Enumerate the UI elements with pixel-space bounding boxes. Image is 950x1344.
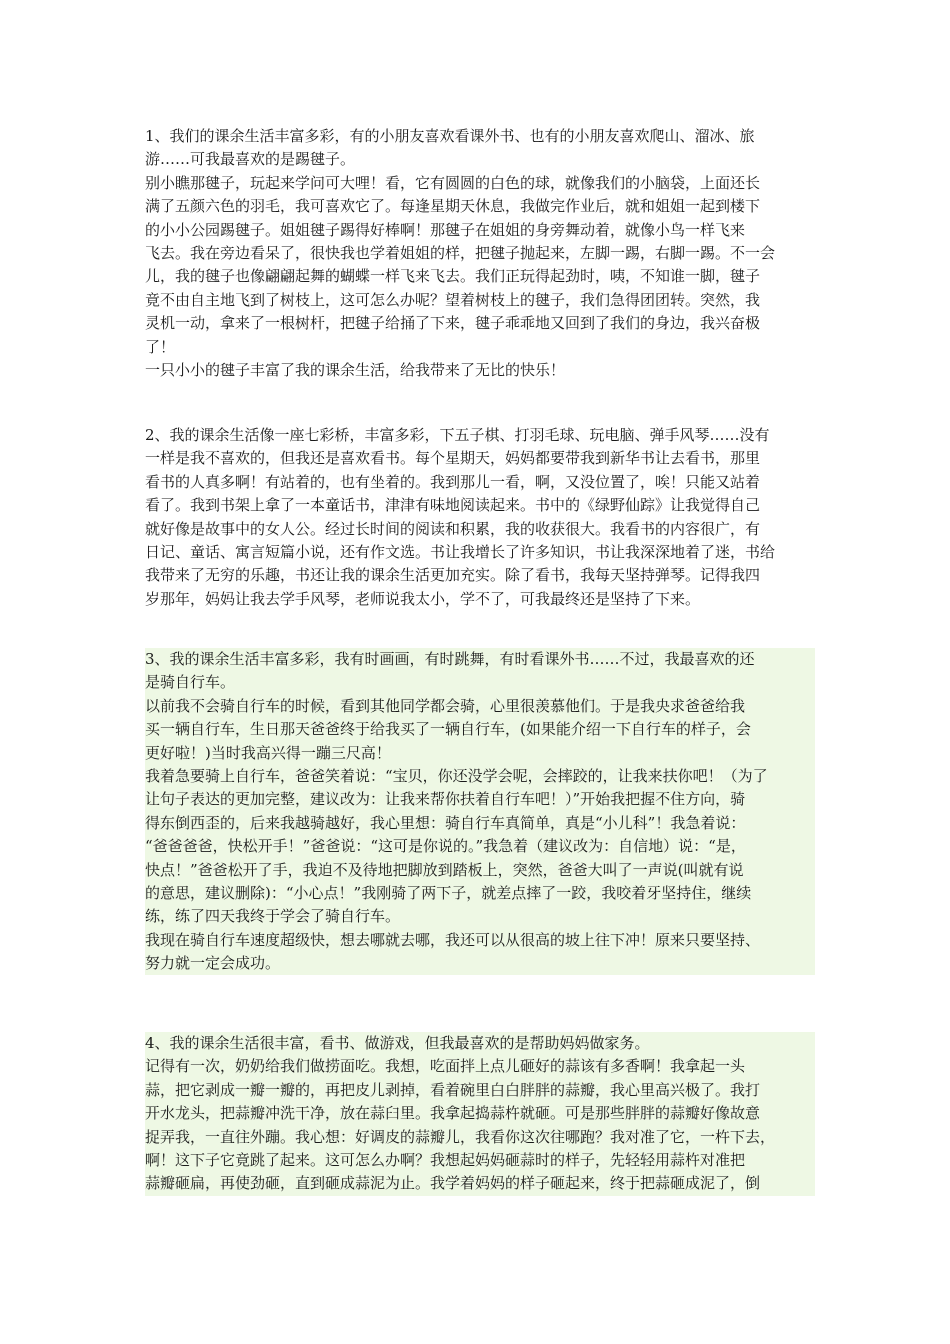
text-line: 3、我的课余生活丰富多彩，我有时画画，有时跳舞，有时看课外书……不过，我最喜欢的还 [145, 648, 815, 671]
text-line: 竟不由自主地飞到了树枝上，这可怎么办呢？望着树枝上的毽子，我们急得团团转。突然，我 [145, 290, 761, 309]
text-line: 4、我的课余生活很丰富，看书、做游戏，但我最喜欢的是帮助妈妈做家务。 [145, 1032, 815, 1055]
text-line: 一样是我不喜欢的，但我还是喜欢看书。每个星期天，妈妈都要带我到新华书让去看书，那里 [145, 449, 761, 468]
essay-section-4 [145, 1032, 815, 1196]
essay-section-2 [145, 424, 815, 611]
text-line: 以前我不会骑自行车的时候，看到其他同学都会骑，心里很羡慕他们。于是我央求爸爸给我 [145, 695, 815, 718]
text-line: 蒜，把它剥成一瓣一瓣的，再把皮儿剥掉，看着碗里白白胖胖的蒜瓣，我心里高兴极了。我打 [145, 1079, 815, 1102]
text-line: 日记、童话、寓言短篇小说，还有作文选。书让我增长了许多知识，书让我深深地着了迷，书给 [145, 542, 776, 561]
text-line: 练，练了四天我终于学会了骑自行车。 [145, 905, 815, 928]
text-line: 是骑自行车。 [145, 671, 815, 694]
text-line: 别小瞧那毽子，玩起来学问可大哩！看，它有圆圆的白色的球，就像我们的小脑袋，上面还长 [145, 173, 761, 192]
text-line: 蒜瓣砸扁，再使劲砸，直到砸成蒜泥为止。我学着妈妈的样子砸起来，终于把蒜砸成泥了，倒 [145, 1172, 815, 1195]
text-line: 飞去。我在旁边看呆了，很快我也学着姐姐的样，把毽子抛起来，左脚一踢，右脚一踢。不一会 [145, 243, 776, 262]
text-line: 我着急要骑上自行车，爸爸笑着说：“宝贝，你还没学会呢，会摔跤的，让我来扶你吧！（为了 [145, 765, 815, 788]
text-line: 游……可我最喜欢的是踢毽子。 [145, 150, 356, 169]
text-line: 得东倒西歪的，后来我越骑越好，我心里想：骑自行车真简单，真是“小儿科”！我急着说： [145, 812, 815, 835]
text-line: 1、我们的课余生活丰富多彩，有的小朋友喜欢看课外书、也有的小朋友喜欢爬山、溜冰、旅 [145, 127, 755, 145]
text-line: 记得有一次，奶奶给我们做捞面吃。我想，吃面拌上点儿砸好的蒜该有多香啊！我拿起一头 [145, 1055, 815, 1078]
text-line: 我带来了无穷的乐趣，书还让我的课余生活更加充实。除了看书，我每天坚持弹琴。记得我四 [145, 566, 761, 585]
text-line: 的意思，建议删除)：“小心点！”我刚骑了两下子，就差点摔了一跤，我咬着牙坚持住，继续 [145, 882, 815, 905]
essay-section-1 [145, 125, 815, 382]
text-line: 更好啦！)当时我高兴得一蹦三尺高！ [145, 742, 815, 765]
text-line: 岁那年，妈妈让我去学手风琴，老师说我太小，学不了，可我最终还是坚持了下来。 [145, 589, 701, 608]
text-line: 开水龙头，把蒜瓣冲洗干净，放在蒜臼里。我拿起捣蒜杵就砸。可是那些胖胖的蒜瓣好像故意 [145, 1102, 815, 1125]
text-line: 我现在骑自行车速度超级快，想去哪就去哪，我还可以从很高的坡上往下冲！原来只要坚持、 [145, 929, 815, 952]
text-line: 一只小小的毽子丰富了我的课余生活，给我带来了无比的快乐！ [145, 360, 566, 379]
text-line: 的小小公园踢毽子。姐姐毽子踢得好棒啊！那毽子在姐姐的身旁舞动着，就像小鸟一样飞来 [145, 220, 746, 239]
text-line: 让句子表达的更加完整，建议改为：让我来帮你扶着自行车吧！）”开始我把握不住方向，骑 [145, 788, 815, 811]
text-line: 买一辆自行车，生日那天爸爸终于给我买了一辆自行车，(如果能介绍一下自行车的样子，会 [145, 718, 815, 741]
essay-section-3 [145, 648, 815, 975]
text-line: 满了五颜六色的羽毛，我可喜欢它了。每逢星期天休息，我做完作业后，就和姐姐一起到楼下 [145, 197, 761, 216]
text-line: 儿，我的毽子也像翩翩起舞的蝴蝶一样飞来飞去。我们正玩得起劲时，咦，不知谁一脚，毽子 [145, 267, 761, 286]
text-line: 快点！”爸爸松开了手，我迫不及待地把脚放到踏板上，突然，爸爸大叫了一声说(叫就有说 [145, 859, 815, 882]
text-line: 看了。我到书架上拿了一本童话书，津津有味地阅读起来。书中的《绿野仙踪》让我觉得自己 [145, 496, 761, 515]
text-line: 就好像是故事中的女人公。经过长时间的阅读和积累，我的收获很大。我看书的内容很广，有 [145, 519, 761, 538]
text-line: 努力就一定会成功。 [145, 952, 815, 975]
text-line: “爸爸爸爸，快松开手！”爸爸说：“这可是你说的。”我急着（建议改为：自信地）说：“是， [145, 835, 815, 858]
text-line: 看书的人真多啊！有站着的，也有坐着的。我到那儿一看，啊，又没位置了，唉！只能又站着 [145, 472, 761, 491]
text-line: 啊！这下子它竟跳了起来。这可怎么办啊？我想起妈妈砸蒜时的样子，先轻轻用蒜杵对准把 [145, 1149, 815, 1172]
text-line: 2、我的课余生活像一座七彩桥，丰富多彩，下五子棋、打羽毛球、玩电脑、弹手风琴……没有 [145, 426, 770, 444]
text-line: 灵机一动，拿来了一根树杆，把毽子给捅了下来，毽子乖乖地又回到了我们的身边，我兴奋极 [145, 314, 761, 333]
text-line: 了！ [145, 337, 176, 356]
text-line: 捉弄我，一直往外蹦。我心想：好调皮的蒜瓣儿，我看你这次往哪跑？我对准了它，一杵下去， [145, 1126, 815, 1149]
